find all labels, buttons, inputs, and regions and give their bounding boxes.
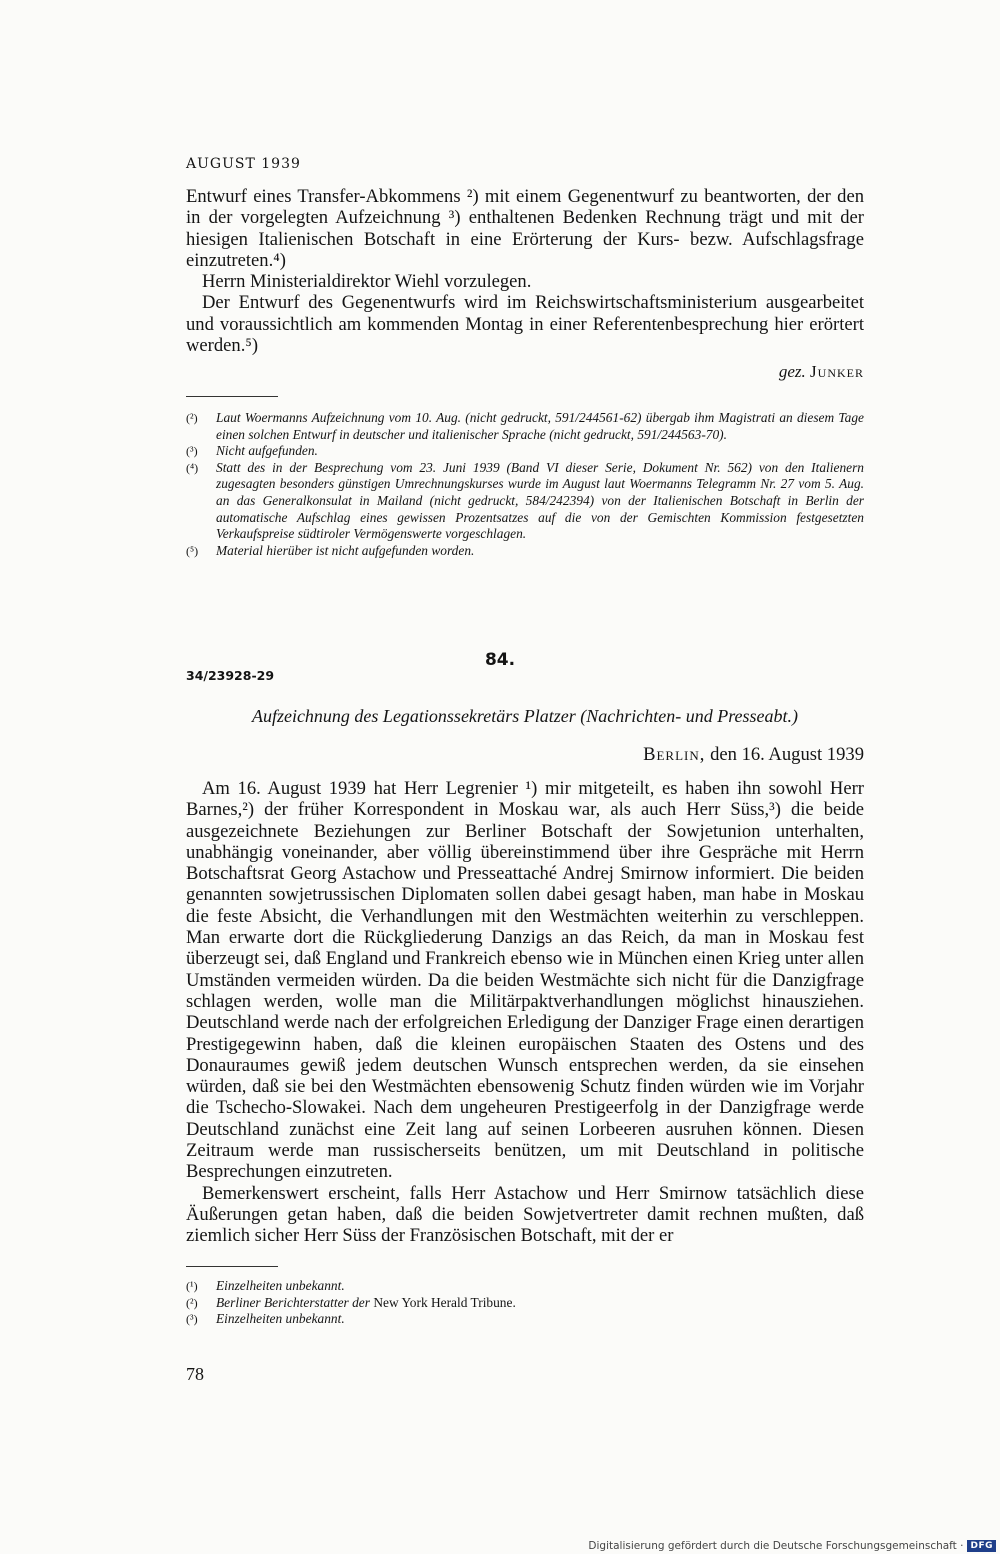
dateline	[643, 744, 864, 766]
dateline-date: den 16. August 1939	[710, 744, 864, 765]
signature	[779, 362, 864, 382]
footnote-text: Material hierüber ist nicht aufgefunden worden.	[216, 542, 475, 558]
footnote-text: Laut Woermanns Aufzeichnung vom 10. Aug. (nicht gedruckt, 591/244561-62) übergab ihm Magistrati an diesem Tage einen solchen Entwurf in deutscher und italienischer Sprache (nicht gedruckt, 591/244563-70).	[216, 410, 864, 442]
document-body	[186, 778, 864, 1247]
footnote-number: (³)	[186, 444, 198, 459]
footnotes-top	[186, 410, 864, 559]
footnote-number: (⁴)	[186, 460, 199, 475]
document-title: Aufzeichnung des Legationssekretärs Platzer (Nachrichten- und Presseabt.)	[251, 706, 799, 726]
footnote	[186, 410, 864, 443]
signature-prefix: gez.	[778, 362, 806, 381]
footnote-text-italic: Berliner Berichterstatter der	[216, 1294, 370, 1310]
footnote-text: Statt des in der Besprechung vom 23. Juni 1939 (Band VI dieser Serie, Dokument Nr. 562) von den Italienern zugesagten besonders günstigen Umrechnungskurses wurde im August laut Woermanns Telegramm Nr. 27 vom 5. Aug. an das Generalkonsulat in Mailand (nicht gedruckt, 584/242394) von der Italienischen Botschaft in Berlin der automatische Aufschlag eines gewissen Prozentsatzes auf die von der Gemischten Kommission festgesetzten Verkaufspreise südtiroler Vermögenswerte vorgeschlagen.	[216, 459, 864, 542]
paragraph: Herrn Ministerialdirektor Wiehl vorzulegen.	[202, 271, 532, 293]
footnote	[186, 1295, 864, 1312]
paragraph: Der Entwurf des Gegenentwurfs wird im Reichswirtschaftsministerium ausgearbeitet und voraussichtlich am kommenden Montag in einer Referentenbesprechung hier erörtert werden.⁵)	[186, 292, 864, 357]
footnote	[186, 1278, 864, 1295]
footnote-divider	[186, 396, 278, 397]
footnote	[186, 460, 864, 543]
newspaper-name: New York Herald Tribune.	[373, 1294, 516, 1310]
footnote-number: (²)	[186, 411, 198, 425]
paragraph: Am 16. August 1939 hat Herr Legrenier ¹) mir mitgeteilt, es haben ihn sowohl Herr Barnes,²) der früher Korrespondent in Moskau war, als auch Herr Süss,³) die beide ausgezeichnete Beziehungen zur Berliner Botschaft der Sowjetunion unterhalten, unabhängig voneinander, aber völlig übereinstimmend über ihre Gespräche mit Herrn Botschaftsrat Georg Astachow und Presseattaché Andrej Smirnow informiert. Die beiden genannten sowjetrussischen Diplomaten sollen dabei gesagt haben, man habe in Moskau die feste Absicht, die Verhandlungen mit den Westmächten weiterhin zu verschleppen. Man erwarte dort die Rückgliederung Danzigs an das Reich, da man in Moskau fest überzeugt sei, daß England und Frankreich ebenso wie in München einen Krieg unter allen Umständen vermeiden würden. Da die beiden Westmächte sich nicht für die Danzigfrage schlagen werden, wolle man die Militärpaktverhandlungen möglichst hinausziehen. Deutschland werde nach der erfolgreichen Erledigung der Danziger Frage einen derartigen Prestigegewinn haben, daß die kleinen europäischen Staaten des Ostens und des Donauraumes gewiß jedem deutschen Wunsch entsprechen werden, da sie einsehen würden, daß sie bei den Westmächten ebensowenig Schutz finden würden wie im Vorjahr die Tschecho-Slowakei. Nach dem ungeheuren Prestigeerfolg in der Danzigfrage werde Deutschland zunächst eine Zeit lang auf seinen Lorbeeren ausruhen können. Diesen Zeitraum werde man russischerseits benützen, um mit Deutschland in politische Besprechungen einzutreten.	[186, 778, 864, 1183]
paragraph: Bemerkenswert erscheint, falls Herr Astachow und Herr Smirnow tatsächlich diese Äußerungen getan haben, daß die beiden Sowjetvertreter damit rechnen mußten, daß ziemlich sicher Herr Süss der Französischen Botschaft, mit der er	[186, 1182, 864, 1247]
footnotes-bottom	[186, 1278, 864, 1328]
digitization-credit	[588, 1540, 996, 1552]
footnote-number: (¹)	[186, 1279, 198, 1293]
footnote-text	[216, 1295, 864, 1312]
previous-document-text	[186, 186, 864, 356]
footnote	[186, 1311, 864, 1328]
page-number: 78	[186, 1364, 204, 1384]
footnote-number: (³)	[186, 1312, 198, 1327]
footnote	[186, 543, 864, 560]
footnote-number: (²)	[186, 1295, 198, 1310]
running-head: AUGUST 1939	[186, 156, 301, 172]
credit-text: Digitalisierung gefördert durch die Deutsche Forschungsgemeinschaft ·	[588, 1540, 964, 1552]
dfg-logo: DFG	[967, 1540, 996, 1552]
footnote	[186, 443, 864, 460]
footnote-number: (⁵)	[186, 543, 199, 558]
file-reference: 34/23928-29	[186, 668, 275, 683]
footnote-text: Einzelheiten unbekannt.	[216, 1278, 345, 1293]
signature-name: Junker	[810, 362, 864, 381]
footnote-text: Nicht aufgefunden.	[216, 443, 318, 459]
footnote-divider	[186, 1266, 278, 1267]
paragraph: Entwurf eines Transfer-Abkommens ²) mit einem Gegenentwurf zu beantworten, der den in der vorgelegten Aufzeichnung ³) enthaltenen Bedenken Rechnung trägt und mit der hiesigen Italienischen Botschaft in eine Erörterung der Kurs- bezw. Aufschlagsfrage einzutreten.⁴)	[186, 186, 864, 271]
document-number: 84.	[484, 650, 516, 670]
footnote-text: Einzelheiten unbekannt.	[216, 1311, 345, 1327]
dateline-city: Berlin,	[643, 744, 706, 765]
